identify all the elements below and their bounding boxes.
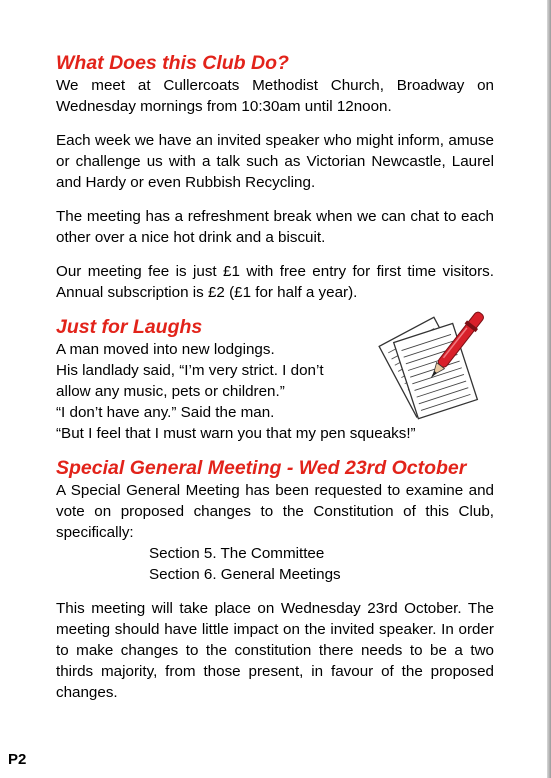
section-heading: Special General Meeting - Wed 23rd October (56, 457, 467, 479)
page-edge-divider (547, 0, 551, 778)
section-club-info (56, 52, 494, 303)
paper-and-pen-icon (377, 302, 495, 422)
section-heading: What Does this Club Do? (56, 52, 289, 74)
paragraph: We meet at Cullercoats Methodist Church, Broadway on Wednesday mornings from 10:30am until 12noon. (56, 77, 494, 115)
paragraph: The meeting has a refreshment break when we can chat to each other over a nice hot drink and a biscuit. (56, 208, 494, 246)
paragraph: A Special General Meeting has been requested to examine and vote on proposed changes to the Constitution of this Club, specifically: (56, 482, 494, 541)
section-special-meeting (56, 457, 494, 703)
paragraph: Our meeting fee is just £1 with free entry for first time visitors. Annual subscription is £2 (£1 for half a year). (56, 263, 494, 301)
joke-line: “But I feel that I must warn you that my pen squeaks!” (56, 425, 416, 442)
joke-line: allow any music, pets or children.” (56, 383, 285, 400)
joke-line: A man moved into new lodgings. (56, 341, 275, 358)
joke-line: His landlady said, “I’m very strict. I don’t (56, 362, 324, 379)
section-heading: Just for Laughs (56, 316, 203, 338)
paragraph: This meeting will take place on Wednesday 23rd October. The meeting should have little impact on the invited speaker. In order to make changes to the constitution there needs to be a two thirds majority, from those present, in favour of the proposed changes. (56, 600, 494, 701)
joke-line: “I don’t have any.” Said the man. (56, 404, 275, 421)
list-item: Section 6. General Meetings (149, 566, 341, 583)
paragraph: Each week we have an invited speaker who might inform, amuse or challenge us with a talk such as Victorian Newcastle, Laurel and Hardy or even Rubbish Recycling. (56, 132, 494, 191)
list-item: Section 5. The Committee (149, 545, 325, 562)
page-number: P2 (8, 751, 27, 768)
